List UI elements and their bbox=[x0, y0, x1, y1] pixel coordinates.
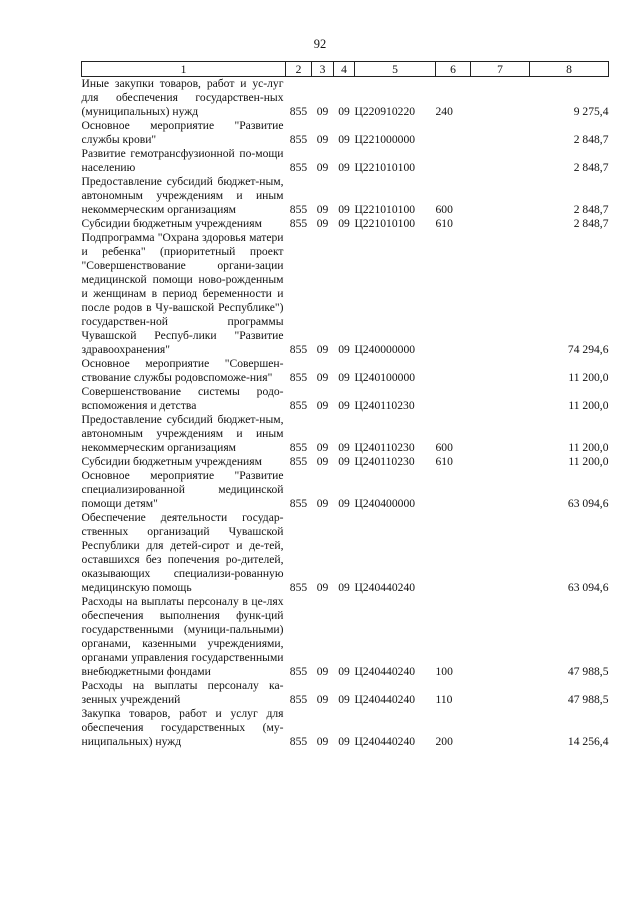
target-article-cell: Ц240110230 bbox=[354, 399, 415, 412]
subsection-code-cell: 09 bbox=[338, 133, 350, 146]
expense-type-cell: 100 bbox=[435, 665, 453, 678]
section-code-cell: 09 bbox=[316, 343, 329, 356]
amount-cell: 9 275,4 bbox=[573, 105, 609, 118]
column-header-1: 1 bbox=[82, 62, 286, 77]
grbs-code-cell: 855 bbox=[289, 105, 308, 118]
grbs-code-cell: 855 bbox=[289, 133, 308, 146]
row-name-cell: Предоставление субсидий бюджет-ным, автономным учреждениям и иным некоммерческим организациям bbox=[81, 413, 284, 454]
grbs-code-cell: 855 bbox=[289, 217, 308, 230]
expense-type-cell: 610 bbox=[435, 455, 453, 468]
subsection-code-cell: 09 bbox=[338, 105, 350, 118]
amount-cell: 14 256,4 bbox=[567, 735, 609, 748]
row-name-cell: Совершенствование системы родо-вспоможения и детства bbox=[81, 385, 284, 412]
column-7-cell bbox=[471, 707, 530, 749]
column-7-cell bbox=[471, 469, 530, 511]
amount-cell: 11 200,0 bbox=[568, 371, 609, 384]
target-article-cell: Ц240000000 bbox=[354, 343, 416, 356]
column-7-cell bbox=[471, 77, 530, 120]
subsection-code-cell: 09 bbox=[338, 399, 350, 412]
column-7-cell bbox=[471, 385, 530, 413]
grbs-code-cell: 855 bbox=[289, 693, 308, 706]
subsection-code-cell: 09 bbox=[338, 371, 350, 384]
expense-type-cell bbox=[436, 147, 471, 175]
column-7-cell bbox=[471, 413, 530, 455]
subsection-code-cell: 09 bbox=[338, 735, 350, 748]
expense-type-cell: 610 bbox=[435, 217, 453, 230]
expense-type-cell bbox=[436, 385, 471, 413]
amount-cell: 63 094,6 bbox=[567, 497, 609, 510]
row-name-cell: Подпрограмма "Охрана здоровья матери и ребенка" (приоритетный проект "Совершенствование органи-зации медицинской помощи ново-рожденным и женщинам в период беременности и после родов в Чу-вашской Республике") государствен-ной программы Чувашской Респуб-лики "Развитие здравоохранения" bbox=[81, 231, 284, 356]
expense-type-cell: 200 bbox=[435, 735, 453, 748]
section-code-cell: 09 bbox=[316, 735, 329, 748]
table-row bbox=[82, 175, 609, 217]
table-row bbox=[82, 357, 609, 385]
table-row bbox=[82, 511, 609, 595]
section-code-cell: 09 bbox=[316, 105, 329, 118]
row-name-cell: Развитие гемотрансфузионной по-мощи населению bbox=[81, 147, 284, 174]
section-code-cell: 09 bbox=[316, 203, 329, 216]
target-article-cell: Ц221010100 bbox=[354, 217, 416, 230]
expense-type-cell: 110 bbox=[435, 693, 453, 706]
table-row bbox=[82, 679, 609, 707]
column-7-cell bbox=[471, 217, 530, 231]
amount-cell: 11 200,0 bbox=[568, 441, 609, 454]
amount-cell: 2 848,7 bbox=[573, 217, 609, 230]
table-header bbox=[82, 62, 609, 77]
table-row bbox=[82, 119, 609, 147]
expense-type-cell: 600 bbox=[435, 203, 453, 216]
target-article-cell: Ц240400000 bbox=[354, 497, 416, 510]
grbs-code-cell: 855 bbox=[289, 497, 308, 510]
column-7-cell bbox=[471, 231, 530, 357]
column-header-5: 5 bbox=[355, 62, 436, 77]
row-name-cell: Субсидии бюджетным учреждениям bbox=[81, 217, 262, 230]
section-code-cell: 09 bbox=[316, 371, 329, 384]
subsection-code-cell: 09 bbox=[338, 581, 350, 594]
row-name-cell: Субсидии бюджетным учреждениям bbox=[81, 455, 262, 468]
expense-type-cell bbox=[436, 357, 471, 385]
expense-type-cell bbox=[436, 119, 471, 147]
section-code-cell: 09 bbox=[316, 497, 329, 510]
subsection-code-cell: 09 bbox=[338, 693, 350, 706]
row-name-cell: Расходы на выплаты персоналу ка-зенных учреждений bbox=[81, 679, 284, 706]
column-header-8: 8 bbox=[530, 62, 609, 77]
table-row bbox=[82, 77, 609, 120]
subsection-code-cell: 09 bbox=[338, 441, 350, 454]
table-row bbox=[82, 147, 609, 175]
target-article-cell: Ц221010100 bbox=[354, 203, 416, 216]
table-row bbox=[82, 455, 609, 469]
subsection-code-cell: 09 bbox=[338, 217, 350, 230]
column-7-cell bbox=[471, 119, 530, 147]
column-header-3: 3 bbox=[312, 62, 334, 77]
amount-cell: 63 094,6 bbox=[567, 581, 609, 594]
target-article-cell: Ц220910220 bbox=[354, 105, 416, 118]
row-name-cell: Иные закупки товаров, работ и ус-луг для обеспечения государствен-ных (муниципальных) нужд bbox=[81, 77, 284, 118]
section-code-cell: 09 bbox=[316, 217, 329, 230]
row-name-cell: Основное мероприятие "Развитие специализированной медицинской помощи детям" bbox=[81, 469, 284, 510]
column-7-cell bbox=[471, 357, 530, 385]
target-article-cell: Ц240110230 bbox=[354, 441, 415, 454]
subsection-code-cell: 09 bbox=[338, 665, 350, 678]
target-article-cell: Ц240440240 bbox=[354, 581, 416, 594]
expense-type-cell: 600 bbox=[435, 441, 453, 454]
row-name-cell: Закупка товаров, работ и услуг для обеспечения государственных (му-ниципальных) нужд bbox=[81, 707, 284, 748]
row-name-cell: Обеспечение деятельности государ-ственных организаций Чувашской Республики для детей-сирот и де-тей, оставшихся без попечения ро-дителей, оказывающих специализи-рованную медицинскую помощь bbox=[81, 511, 284, 594]
table-row bbox=[82, 595, 609, 679]
section-code-cell: 09 bbox=[316, 665, 329, 678]
column-7-cell bbox=[471, 511, 530, 595]
table-row bbox=[82, 707, 609, 749]
target-article-cell: Ц240440240 bbox=[354, 693, 416, 706]
target-article-cell: Ц240440240 bbox=[354, 735, 416, 748]
amount-cell: 11 200,0 bbox=[568, 455, 609, 468]
subsection-code-cell: 09 bbox=[338, 497, 350, 510]
expense-type-cell: 240 bbox=[435, 105, 453, 118]
table-row bbox=[82, 385, 609, 413]
table-row bbox=[82, 231, 609, 357]
row-name-cell: Предоставление субсидий бюджет-ным, автономным учреждениям и иным некоммерческим организациям bbox=[81, 175, 284, 216]
column-header-4: 4 bbox=[334, 62, 355, 77]
section-code-cell: 09 bbox=[316, 441, 329, 454]
column-7-cell bbox=[471, 679, 530, 707]
section-code-cell: 09 bbox=[316, 161, 329, 174]
expense-type-cell bbox=[436, 231, 471, 357]
subsection-code-cell: 09 bbox=[338, 203, 350, 216]
row-name-cell: Расходы на выплаты персоналу в це-лях обеспечения выполнения функ-ций государственными (муници-пальными) органами, казенными учреждениями, органами управления государственными внебюджетными фондами bbox=[81, 595, 284, 678]
column-header-2: 2 bbox=[286, 62, 312, 77]
budget-table bbox=[81, 61, 609, 749]
section-code-cell: 09 bbox=[316, 693, 329, 706]
column-header-7: 7 bbox=[471, 62, 530, 77]
target-article-cell: Ц221010100 bbox=[354, 161, 416, 174]
section-code-cell: 09 bbox=[316, 455, 329, 468]
grbs-code-cell: 855 bbox=[289, 441, 308, 454]
page-number: 92 bbox=[313, 37, 327, 51]
table-row bbox=[82, 413, 609, 455]
amount-cell: 11 200,0 bbox=[568, 399, 609, 412]
row-name-cell: Основное мероприятие "Совершен-ствование службы родовспоможе-ния" bbox=[81, 357, 284, 384]
amount-cell: 47 988,5 bbox=[567, 665, 609, 678]
target-article-cell: Ц240110230 bbox=[354, 455, 415, 468]
grbs-code-cell: 855 bbox=[289, 735, 308, 748]
grbs-code-cell: 855 bbox=[289, 581, 308, 594]
grbs-code-cell: 855 bbox=[289, 371, 308, 384]
grbs-code-cell: 855 bbox=[289, 665, 308, 678]
grbs-code-cell: 855 bbox=[289, 399, 308, 412]
table-body bbox=[82, 77, 609, 750]
target-article-cell: Ц221000000 bbox=[354, 133, 416, 146]
grbs-code-cell: 855 bbox=[289, 203, 308, 216]
target-article-cell: Ц240440240 bbox=[354, 665, 416, 678]
target-article-cell: Ц240100000 bbox=[354, 371, 416, 384]
subsection-code-cell: 09 bbox=[338, 455, 350, 468]
section-code-cell: 09 bbox=[316, 581, 329, 594]
column-header-6: 6 bbox=[436, 62, 471, 77]
amount-cell: 2 848,7 bbox=[573, 203, 609, 216]
section-code-cell: 09 bbox=[316, 133, 329, 146]
expense-type-cell bbox=[436, 511, 471, 595]
header-row bbox=[82, 62, 609, 77]
subsection-code-cell: 09 bbox=[338, 161, 350, 174]
grbs-code-cell: 855 bbox=[289, 343, 308, 356]
amount-cell: 2 848,7 bbox=[573, 161, 609, 174]
column-7-cell bbox=[471, 175, 530, 217]
row-name-cell: Основное мероприятие "Развитие службы крови" bbox=[81, 119, 284, 146]
expense-type-cell bbox=[436, 469, 471, 511]
table-row bbox=[82, 217, 609, 231]
table-row bbox=[82, 469, 609, 511]
grbs-code-cell: 855 bbox=[289, 161, 308, 174]
amount-cell: 47 988,5 bbox=[567, 693, 609, 706]
amount-cell: 2 848,7 bbox=[573, 133, 609, 146]
column-7-cell bbox=[471, 147, 530, 175]
section-code-cell: 09 bbox=[316, 399, 329, 412]
column-7-cell bbox=[471, 455, 530, 469]
grbs-code-cell: 855 bbox=[289, 455, 308, 468]
subsection-code-cell: 09 bbox=[338, 343, 350, 356]
amount-cell: 74 294,6 bbox=[567, 343, 609, 356]
column-7-cell bbox=[471, 595, 530, 679]
